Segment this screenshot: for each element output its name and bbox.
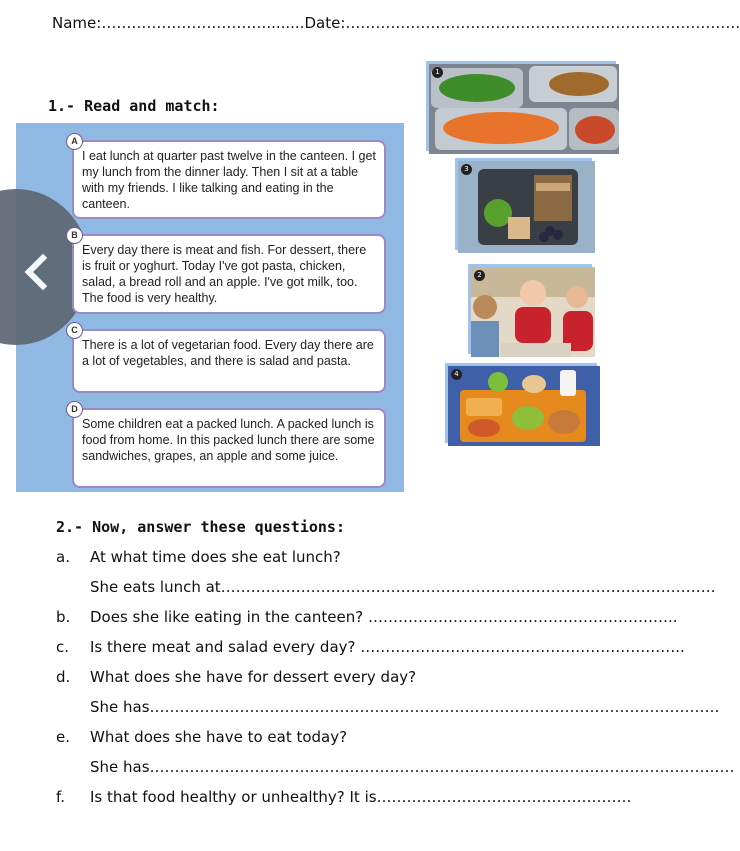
photo-packed-lunch	[455, 158, 592, 250]
name-label: Name:	[52, 14, 102, 32]
question-b[interactable]	[56, 608, 678, 626]
section1-title: 1.- Read and match:	[48, 97, 220, 115]
question-letter: e.	[56, 728, 70, 746]
name-field[interactable]: ……………………………........	[101, 14, 305, 32]
letter-badge-d: D	[66, 401, 83, 418]
section2-title: 2.- Now, answer these questions:	[56, 518, 345, 536]
letter-badge-a: A	[66, 133, 83, 150]
question-c[interactable]	[56, 638, 685, 656]
photo-children-eating	[468, 264, 592, 354]
question-text[interactable]: Does she like eating in the canteen? ……………………………………………………..	[90, 608, 678, 626]
question-letter: a.	[56, 548, 70, 566]
letter-badge-c: C	[66, 322, 83, 339]
text-c: There is a lot of vegetarian food. Every day there are a lot of vegetables, and there is salad and pasta.	[82, 338, 374, 368]
name-date-line	[52, 14, 740, 32]
photo-number-4: 4	[451, 369, 462, 380]
question-text: At what time does she eat lunch?	[90, 548, 341, 566]
lunch-tray-image	[448, 366, 600, 446]
reading-panel	[16, 123, 404, 492]
question-text[interactable]: Is that food healthy or unhealthy? It is……………………………………………	[90, 788, 632, 806]
photo-lunch-tray	[445, 363, 597, 443]
text-a: I eat lunch at quarter past twelve in the canteen. I get my lunch from the dinner lady. Then I sit at a table with my friends. I like talking and eating in the canteen.	[82, 149, 376, 211]
question-letter: d.	[56, 668, 71, 686]
text-box-c	[71, 325, 386, 393]
question-d	[56, 668, 416, 686]
question-letter: b.	[56, 608, 71, 626]
packed-lunch-image	[458, 161, 595, 253]
photo-number-1: 1	[432, 67, 443, 78]
photo-number-2: 2	[474, 270, 485, 281]
question-letter: c.	[56, 638, 70, 656]
question-text: What does she have to eat today?	[90, 728, 348, 746]
text-d: Some children eat a packed lunch. A packed lunch is food from home. In this packed lunch there are some sandwiches, grapes, an apple and some juice.	[82, 417, 375, 463]
date-label: Date:	[304, 14, 346, 32]
answer-line-d[interactable]: She has……………………………………………………………………………………………………	[90, 698, 720, 716]
question-text: What does she have for dessert every day?	[90, 668, 417, 686]
letter-badge-b: B	[66, 227, 83, 244]
photo-canteen-trays	[426, 61, 616, 151]
date-field[interactable]: …………………………………………………………………….	[345, 14, 740, 32]
question-a	[56, 548, 341, 566]
children-eating-image	[471, 267, 595, 357]
question-f[interactable]	[56, 788, 632, 806]
question-e	[56, 728, 347, 746]
text-box-a	[71, 136, 386, 219]
answer-line-a[interactable]: She eats lunch at………………………………………………………………………………………	[90, 578, 716, 596]
canteen-trays-image	[429, 64, 619, 154]
question-letter: f.	[56, 788, 65, 806]
text-box-d	[71, 404, 386, 488]
text-b: Every day there is meat and fish. For dessert, there is fruit or yoghurt. Today I've got pasta, chicken, salad, a bread roll and an apple. I've got milk, too. The food is very healthy.	[82, 243, 367, 305]
text-box-b	[71, 230, 386, 314]
answer-line-e[interactable]: She has………………………………………………………………………………………………………	[90, 758, 735, 776]
photo-number-3: 3	[461, 164, 472, 175]
question-text[interactable]: Is there meat and salad every day? ………………………………………………………..	[90, 638, 685, 656]
chevron-left-icon	[25, 254, 62, 291]
